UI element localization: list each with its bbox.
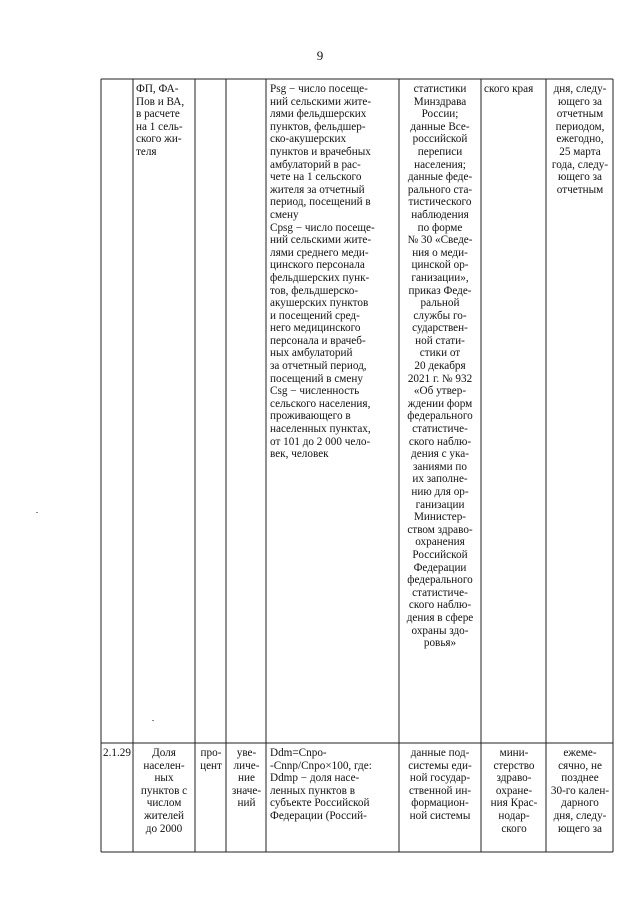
row1-deadline: дня, следу- ющего за отчетным периодом, ежегодно, 25 марта года, следу- ющего за отчетным [551, 83, 609, 196]
row2-deadline: ежеме- сячно, не позднее 30-го кален- дарного дня, следу- ющего за [550, 747, 610, 835]
row1-indicator-name: ФП, ФА- Пов и ВА, в расчете на 1 сель- ского жи- теля [136, 83, 185, 158]
row2-data-source: данные под- системы еди- ной государ- ственной ин- формацион- ной системы [408, 747, 472, 822]
row1-data-source: статистики Минздрава России; данные Все- российской переписи населения; данные феде- рального ста- тистического наблюдения по форме № 30 «Сведе- ния о меди- цинской ор- ганизации», приказ Феде- ральной службы го- сударствен- ной стати- стики от 20 декабря 2021 г. № 932 «Об утвер- ждении форм федерального статистиче- ского наблю- дения с ука- заниями по их заполне- нию для ор- ганизации Министер- ством здраво- охранения Российской Федерации федерального статистиче- ского наблю- дения в сфере охраны здо- ровья» [406, 83, 474, 650]
scan-speck [36, 512, 38, 513]
row2-indicator-name: Доля населен- ных пунктов с числом жителей до 2000 [140, 747, 188, 835]
row2-number: 2.1.29 [103, 747, 131, 759]
row1-responsible: ского края [484, 83, 534, 95]
row2-direction: уве- личе- ние значе- ний [231, 747, 262, 810]
scan-speck [152, 720, 154, 721]
row1-calculation-method: Psg − число посеще- ний сельскими жите- лями фельдшерских пунктов, фельдшер- ско-акушерских пунктов и врачебных амбулаторий в рас- чете на 1 сельского жителя за отчетный период, посещений в смену Cpsg − число посеще- ний сельскими жите- лями среднего меди- цинского персонала фельдшерских пунк- тов, фельдшерско- акушерских пунктов и посещений сред- него медицинского персонала и врачеб- ных амбулаторий за отчетный период, посещений в смену Csg − численность сельского населения, проживающего в населенных пунктах, от 101 до 2 000 чело- век, человек [270, 83, 375, 461]
row2-responsible: мини- стерство здраво- охране- ния Крас- нодар- ского [490, 747, 538, 835]
page-number: 9 [316, 48, 324, 63]
row2-calculation-method: Ddm=Cnpo- -Cnnp/Cnpo×100, где: Ddmp − доля насе- ленных пунктов в субъекте Российской Федерации (Россий- [270, 747, 372, 822]
row2-unit: про- цент [200, 747, 222, 772]
